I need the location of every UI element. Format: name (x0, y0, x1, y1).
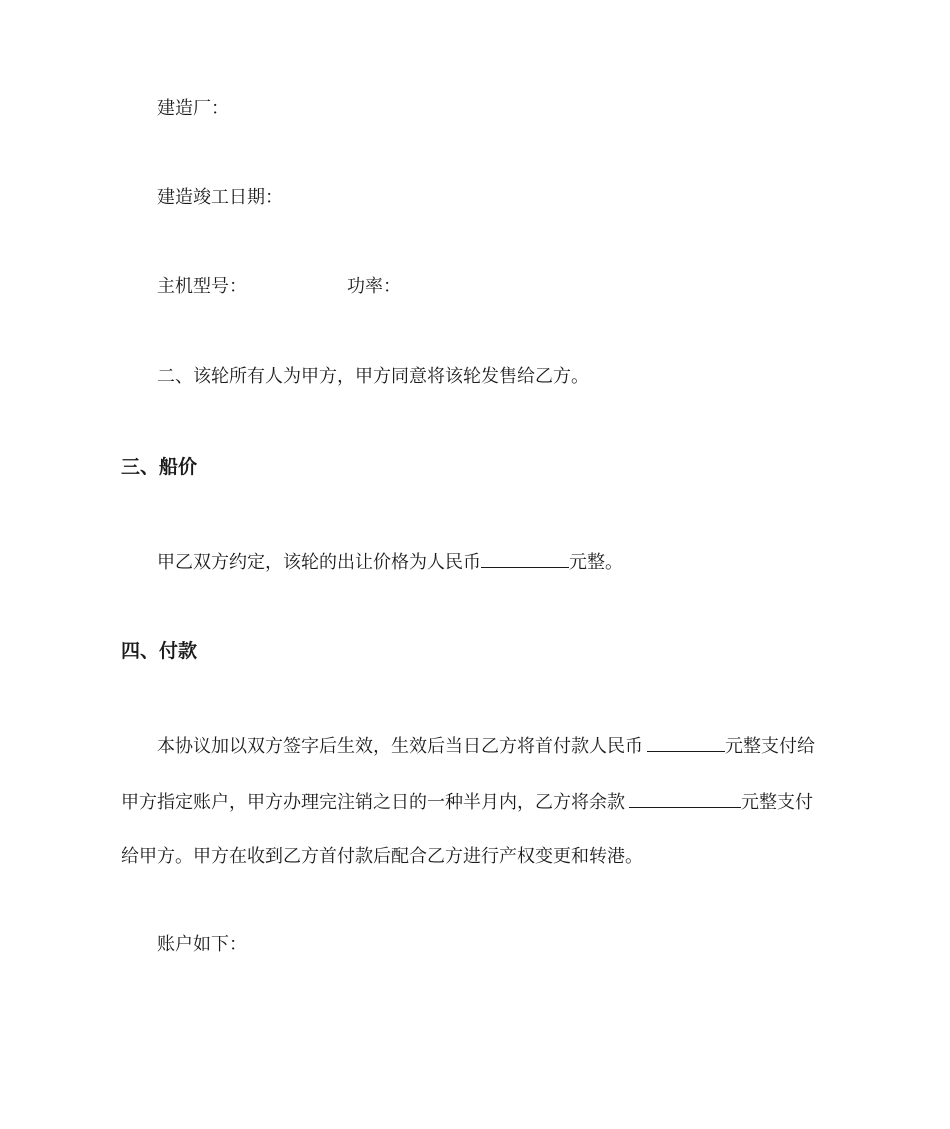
account-label: 账户如下： (157, 934, 247, 955)
payment-line-3: 给甲方。甲方在收到乙方首付款后配合乙方进行产权变更和转港。 (121, 846, 643, 867)
engine-model-label: 主机型号： (157, 276, 247, 297)
price-paragraph (157, 549, 623, 575)
payment-line2-after: 元整支付 (741, 792, 813, 813)
price-text-before: 甲乙双方约定，该轮的出让价格为人民币 (157, 552, 481, 573)
shipyard-label: 建造厂： (157, 98, 229, 119)
heading-ship-price: 三、船价 (121, 456, 198, 478)
price-text-after: 元整。 (569, 552, 623, 573)
payment-line1-before: 本协议加以双方签字后生效，生效后当日乙方将首付款人民币 (157, 736, 643, 757)
price-blank (481, 549, 569, 568)
power-label: 功率： (347, 276, 401, 297)
down-payment-blank (647, 733, 725, 752)
completion-date-label: 建造竣工日期： (157, 187, 283, 208)
payment-line-2 (121, 789, 813, 815)
clause-2: 二、该轮所有人为甲方，甲方同意将该轮发售给乙方。 (157, 366, 589, 387)
heading-payment: 四、付款 (121, 640, 198, 662)
balance-blank (629, 789, 741, 808)
payment-line-1 (157, 733, 815, 759)
payment-line2-before: 甲方指定账户，甲方办理完注销之日的一种半月内，乙方将余款 (121, 792, 625, 813)
payment-line1-after: 元整支付给 (725, 736, 815, 757)
engine-model-line (157, 275, 401, 299)
